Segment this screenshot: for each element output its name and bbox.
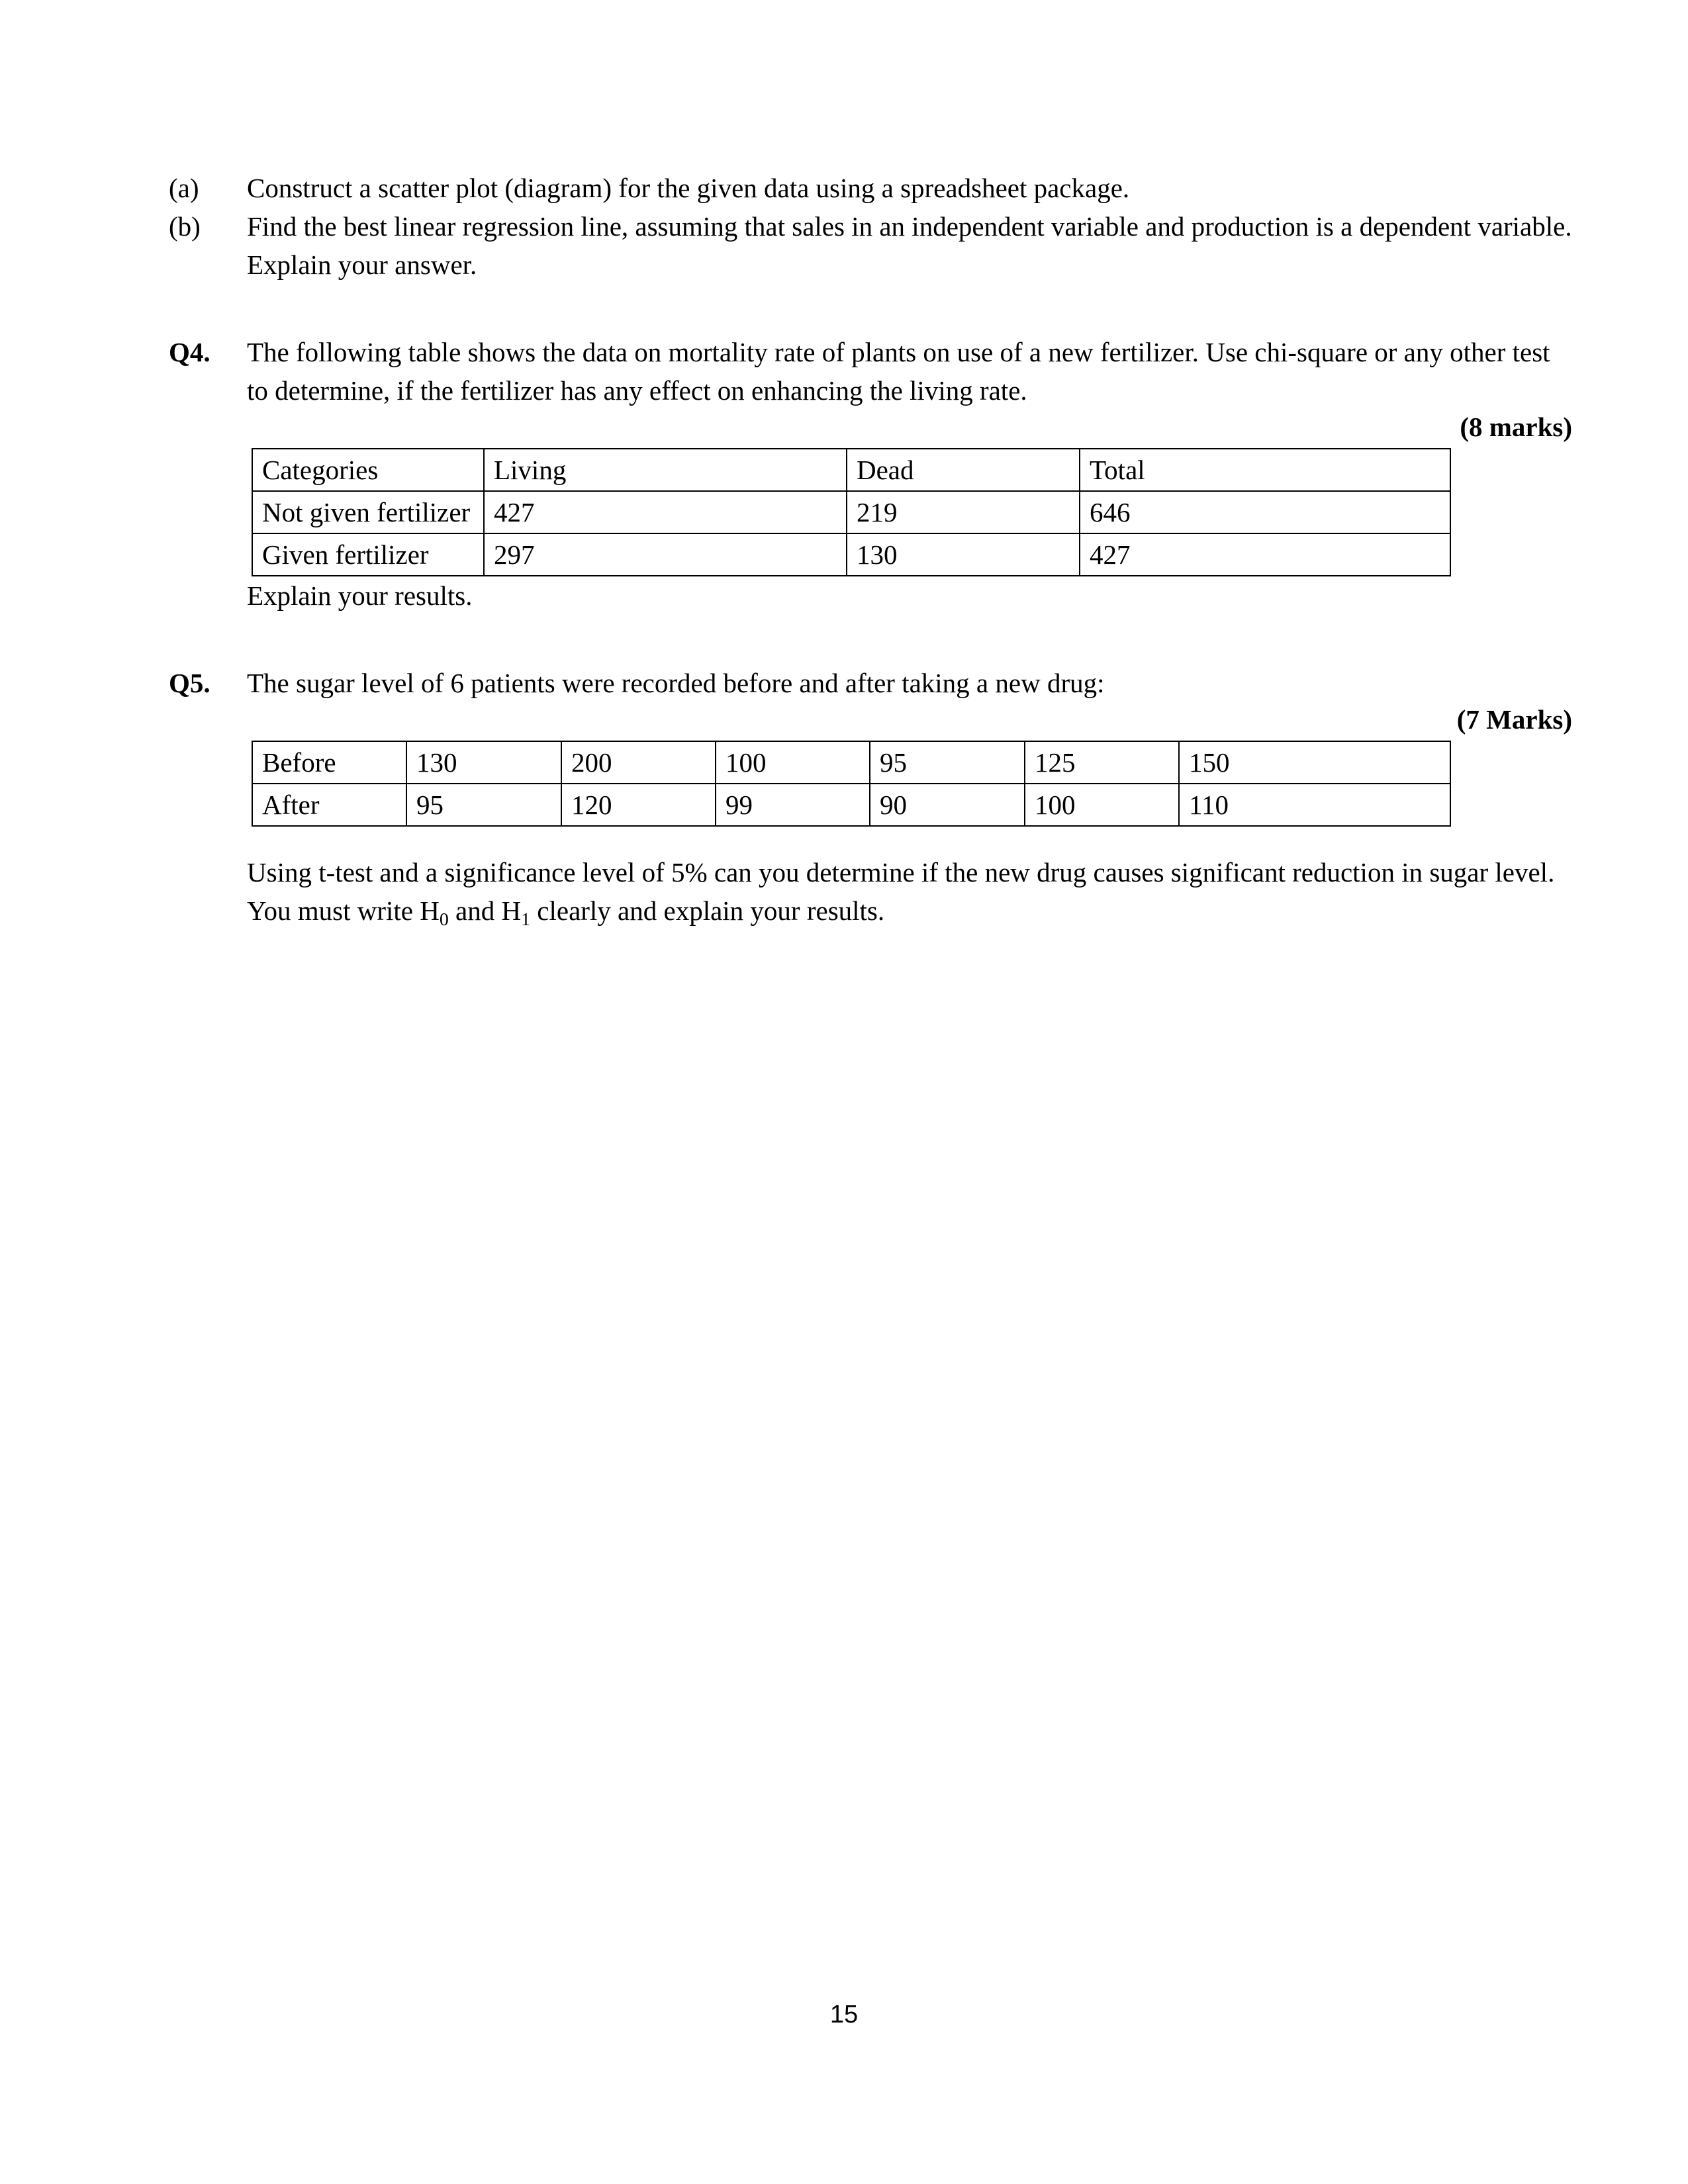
sub-question-a-text: Construct a scatter plot (diagram) for the given data using a spreadsheet package. [247,173,1130,203]
table-row [252,533,1450,576]
h-null-subscript: 0 [439,909,449,930]
cell-after-3: 99 [716,784,870,826]
q4-fertilizer-table [252,448,1451,576]
sub-question-b-label: (b) [169,211,201,242]
spacer-after-q4 [169,615,1572,664]
table-header-row [252,449,1450,491]
column-header-dead: Dead [847,449,1080,491]
cell-after-2: 120 [561,784,716,826]
cell-total: 427 [1080,533,1450,576]
cell-dead: 130 [847,533,1080,576]
column-header-categories: Categories [252,449,484,491]
sub-question-a [169,169,1572,207]
cell-before-3: 100 [716,741,870,784]
column-header-total: Total [1080,449,1450,491]
question-5-instruction [247,853,1572,934]
cell-category: Given fertilizer [252,533,484,576]
sub-question-b-text: Find the best linear regression line, assuming that sales in an independent variable and production is a dependent variable. Explain your answer. [247,211,1572,280]
row-header-after: After [252,784,406,826]
sub-question-b [169,207,1572,284]
cell-before-4: 95 [870,741,1025,784]
cell-after-5: 100 [1025,784,1179,826]
sub-question-a-label: (a) [169,173,199,203]
table-row-before [252,741,1450,784]
page-number: 15 [829,2001,859,2028]
cell-before-1: 130 [406,741,561,784]
q5-sugar-level-table [252,741,1451,827]
spacer-after-sub-questions [169,284,1572,333]
page-content [169,169,1572,934]
instruction-text-part-2: and H [448,895,522,926]
cell-before-2: 200 [561,741,716,784]
question-5-marks: (7 Marks) [1456,704,1572,735]
question-4-footnote: Explain your results. [247,580,473,611]
question-4 [169,333,1572,410]
question-5-text: The sugar level of 6 patients were recorded before and after taking a new drug: [247,668,1105,698]
question-4-marks: (8 marks) [1460,412,1572,442]
cell-after-4: 90 [870,784,1025,826]
h-one-subscript: 1 [521,909,531,930]
instruction-text-part-3: clearly and explain your results. [530,895,885,926]
cell-category: Not given fertilizer [252,491,484,533]
cell-after-6: 110 [1179,784,1450,826]
spacer-after-q5-table [169,827,1572,853]
column-header-living: Living [484,449,847,491]
cell-total: 646 [1080,491,1450,533]
cell-before-6: 150 [1179,741,1450,784]
table-row [252,491,1450,533]
instruction-text-part-1: Using t-test and a significance level of 5% can you determine if the new drug causes significant reduction in sugar level. You must write H [247,857,1555,926]
cell-living: 427 [484,491,847,533]
row-header-before: Before [252,741,406,784]
cell-living: 297 [484,533,847,576]
cell-dead: 219 [847,491,1080,533]
question-5 [169,664,1572,702]
question-5-label: Q5. [169,668,211,698]
table-row-after [252,784,1450,826]
question-4-text: The following table shows the data on mortality rate of plants on use of a new fertilizer. Use chi-square or any other test to determine, if the fertilizer has any effect on enhancing the living rate. [247,337,1550,406]
cell-before-5: 125 [1025,741,1179,784]
cell-after-1: 95 [406,784,561,826]
question-4-label: Q4. [169,337,211,367]
